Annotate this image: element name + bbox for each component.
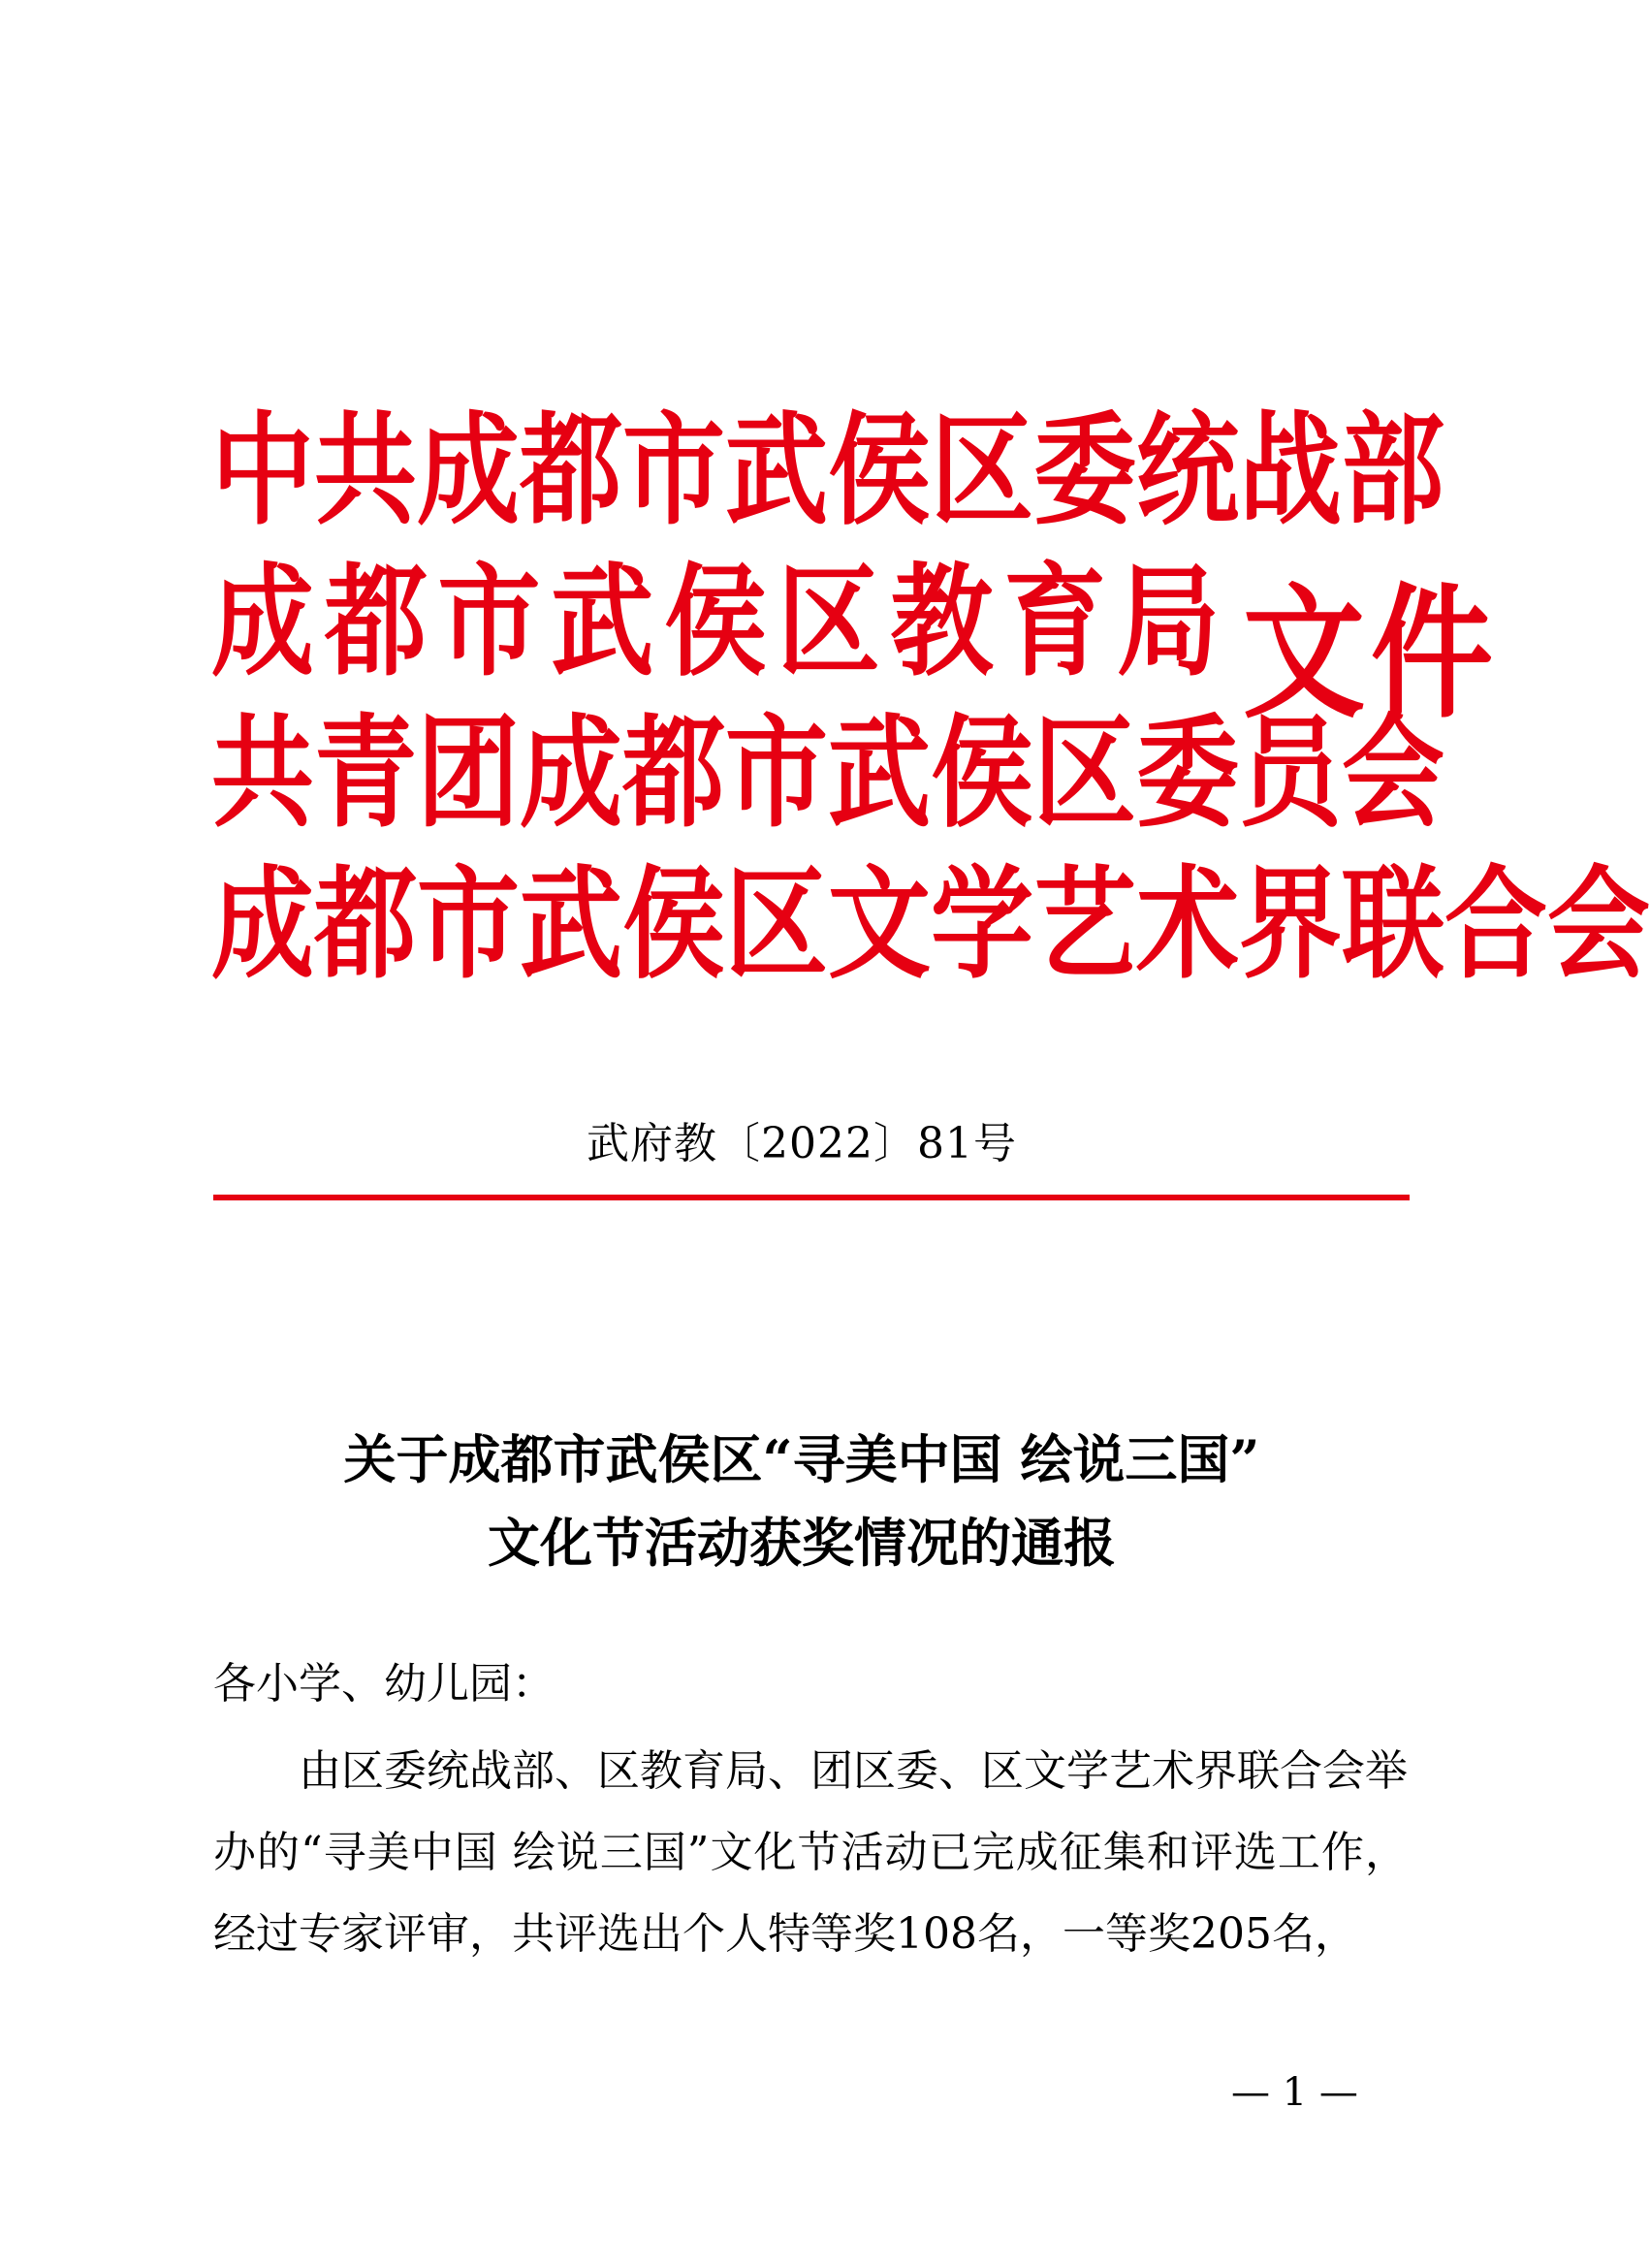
body-paragraph: 由区委统战部、区教育局、团区委、区文学艺术界联合会举办的“寻美中国 绘说三国”文化节活动已完成征集和评选工作，经过专家评审，共评选出个人特等奖108名，一等奖205名，: [213, 1746, 1408, 1959]
document-word: 文件: [1243, 569, 1499, 739]
org-name-arts-federation: 成都市武侯区文学艺术界联合会: [211, 853, 1650, 995]
document-number: 武府教〔2022〕81号: [587, 1119, 1017, 1168]
title-line-1: 关于成都市武侯区“寻美中国 绘说三国”: [343, 1428, 1260, 1490]
page-number: — 1 —: [1231, 2070, 1358, 2115]
org-name-education-bureau: 成都市武侯区教育局: [211, 551, 1220, 692]
title-line-2: 文化节活动获奖情况的通报: [488, 1512, 1116, 1574]
salutation: 各小学、幼儿园：: [213, 1659, 555, 1709]
org-name-united-front: 中共成都市武侯区委统战部: [211, 399, 1444, 541]
red-divider-line: [213, 1195, 1410, 1200]
document-title: [0, 1418, 1603, 1584]
org-name-youth-league: 共青团成都市武侯区委员会: [211, 702, 1444, 844]
